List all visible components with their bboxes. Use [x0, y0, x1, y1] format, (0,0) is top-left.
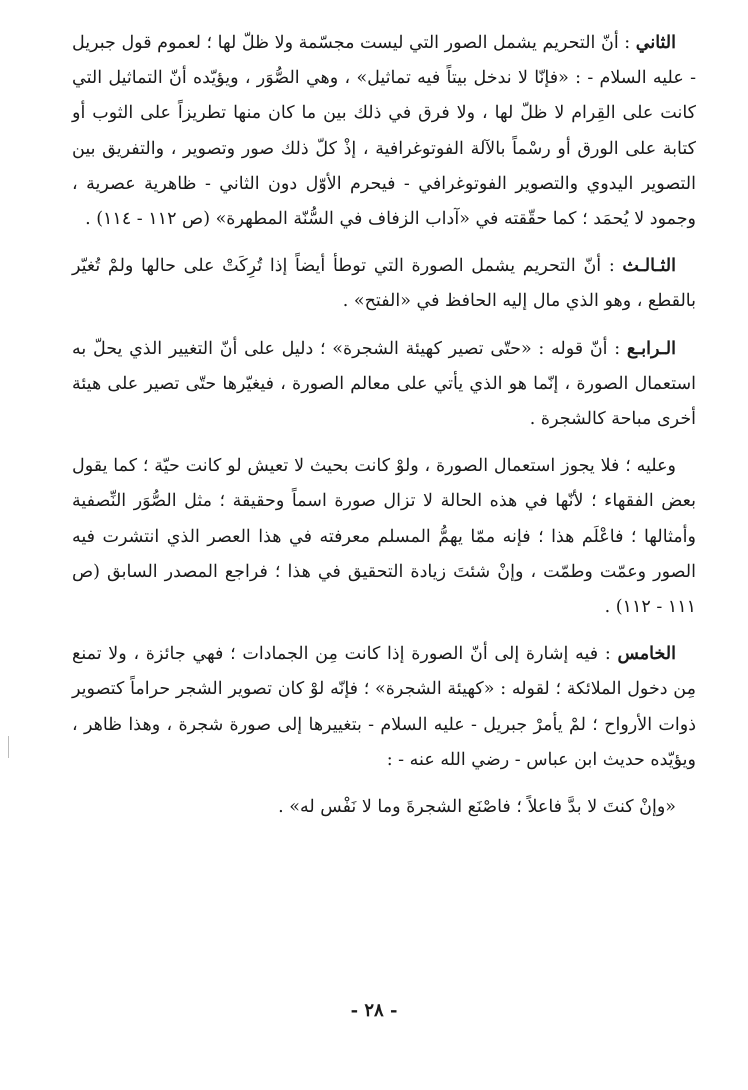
hadith-quote: «وإنْ كنتَ لا بدَّ فاعلاً ؛ فاصْنَع الشجرةَ وما لا نَفْس له» . [278, 797, 676, 818]
paragraph-consequence [72, 449, 696, 625]
paragraph-text: : أنّ قوله : «حتّى تصير كهيئة الشجرة» ؛ دليل على أنّ التغيير الذي يحلّ به استعمال الصورة ، إنّما هو الذي يأتي على معالم الصورة ، فيغيّرها حتّى تصير على هيئة أخرى مباحة كالشجرة . [72, 338, 696, 430]
paragraph-lead: الـرابـع [626, 338, 676, 359]
paragraph-text: وعليه ؛ فلا يجوز استعمال الصورة ، ولوْ كانت بحيث لا تعيش لو كانت حيّة ؛ كما يقول بعض الفقهاء ؛ لأنّها في هذه الحالة لا تزال صورة اسماً وحقيقة ؛ مثل الصُّوَر النِّصفية وأمثالها ؛ فاعْلَم هذا ؛ فإنه ممّا يهمُّ المسلم معرفته في هذا العصر الذي انتشرت فيه الصور وعمّت وطمّت ، وإنْ شئتَ زيادة التحقيق في هذا ؛ فراجع المصدر السابق (ص ١١١ - ١١٢) . [72, 456, 696, 618]
paragraph-text: : أنّ التحريم يشمل الصور التي ليست مجسّمة ولا ظلّ لها ؛ لعموم قول جبريل - عليه السلام - : «فإنّا لا ندخل بيتاً فيه تماثيل» ، وهي الصُّوَر ، ويؤيّده أنّ التماثيل التي كانت على القِرام لا ظلّ لها ، ولا فرق في ذلك بين ما كان منها تطريزاً على الثوب أو كتابة على الورق أو رسْماً بالآلة الفوتوغرافية ، إذْ كلّ ذلك صور وتصوير ، والتفريق بين التصوير اليدوي والتصوير الفوتوغرافي - فيحرم الأوّل دون الثاني - ظاهرية عصرية ، وجمود لا يُحمَد ؛ كما حقّقته في «آداب الزفاف في السُّنّة المطهرة» (ص ١١٢ - ١١٤) . [72, 33, 696, 230]
paragraph-fifth [72, 637, 696, 778]
paragraph-text: : أنّ التحريم يشمل الصورة التي توطأ أيضاً إذا تُرِكَتْ على حالها ولمْ تُغيّر بالقطع ، وهو الذي مال إليه الحافظ في «الفتح» . [72, 256, 696, 312]
paragraph-second [72, 26, 696, 237]
paragraph-lead: الخامس [617, 644, 676, 665]
paragraph-lead: الثـالـث [622, 256, 676, 277]
paragraph-fourth [72, 332, 696, 438]
paragraph-third [72, 249, 696, 319]
page-body [72, 26, 696, 825]
paragraph-lead: الثاني [635, 33, 676, 53]
scan-edge-mark [8, 736, 9, 758]
paragraph-text: : فيه إشارة إلى أنّ الصورة إذا كانت مِن الجمادات ؛ فهي جائزة ، ولا تمنع مِن دخول الملائكة ؛ لقوله : «كهيئة الشجرة» ؛ فإنّه لوْ كان تصوير الشجر حراماً كتصوير ذوات الأرواح ؛ لمْ يأمرْ جبريل - عليه السلام - بتغييرها إلى صورة شجرة ، وهذا ظاهر ، ويؤيّده حديث ابن عباس - رضي الله عنه - : [72, 644, 696, 770]
page-number: - ٢٨ - [350, 1000, 398, 1021]
